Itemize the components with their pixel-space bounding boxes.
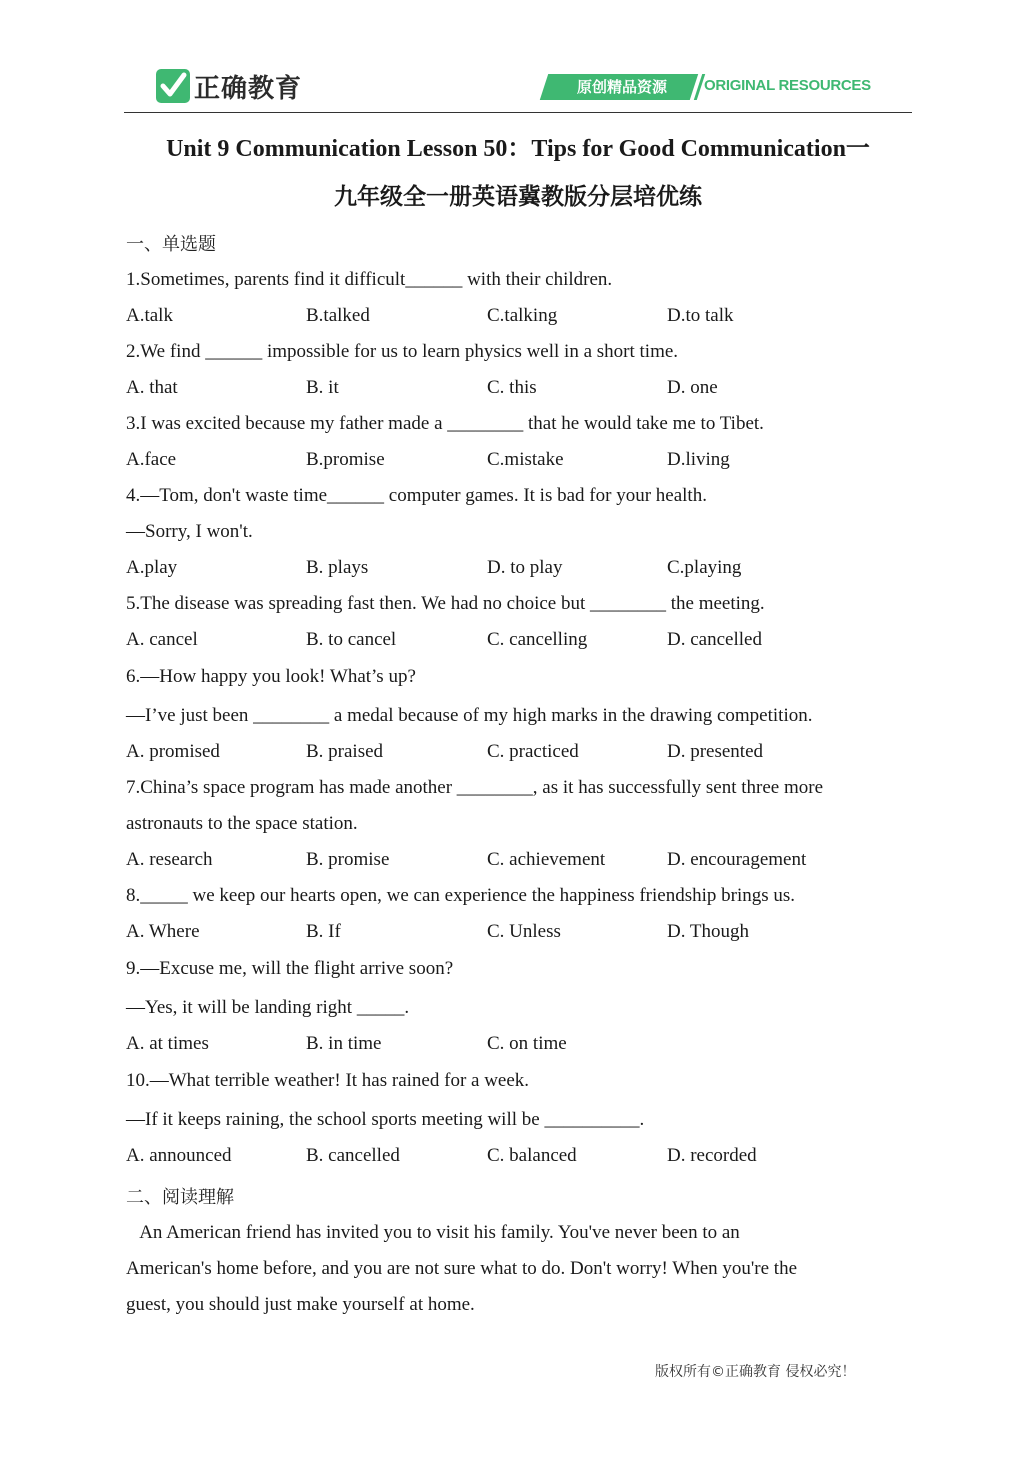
question-stem-reply: —I’ve just been ________ a medal because of my high marks in the drawing competition. bbox=[126, 705, 813, 726]
checkmark-icon bbox=[156, 69, 190, 103]
question-stem: 5.The disease was spreading fast then. We had no choice but ________ the meeting. bbox=[126, 593, 765, 614]
question-options bbox=[126, 628, 906, 652]
question-options bbox=[126, 304, 906, 328]
option-c: C.playing bbox=[667, 557, 742, 578]
option-c: C. cancelling bbox=[487, 629, 588, 650]
question-options bbox=[126, 740, 906, 764]
option-d: D. recorded bbox=[667, 1145, 757, 1166]
option-a: A. that bbox=[126, 377, 178, 398]
question-options bbox=[126, 920, 906, 944]
option-b: B. promise bbox=[306, 849, 390, 870]
option-c: C. Unless bbox=[487, 921, 561, 942]
section-heading-reading: 二、阅读理解 bbox=[126, 1187, 234, 1208]
option-a: A. Where bbox=[126, 921, 200, 942]
question-options bbox=[126, 448, 906, 472]
option-d: D. encouragement bbox=[667, 849, 807, 870]
question-stem: 3.I was excited because my father made a ________ that he would take me to Tibet. bbox=[126, 413, 764, 434]
logo-text: 正确教育 bbox=[194, 73, 303, 104]
option-a: A. cancel bbox=[126, 629, 198, 650]
question-stem-continued: astronauts to the space station. bbox=[126, 813, 358, 834]
question-options bbox=[126, 556, 906, 580]
option-c: C.mistake bbox=[487, 449, 564, 470]
question-options bbox=[126, 848, 906, 872]
question-options bbox=[126, 1032, 906, 1056]
document-title: Unit 9 Communication Lesson 50：Tips for Good Communication一 bbox=[166, 136, 870, 162]
option-b: B. it bbox=[306, 377, 339, 398]
page-header bbox=[124, 62, 912, 112]
option-c: C. achievement bbox=[487, 849, 606, 870]
option-b: B.talked bbox=[306, 305, 370, 326]
option-d: D. Though bbox=[667, 921, 749, 942]
option-c: C. balanced bbox=[487, 1145, 577, 1166]
brand-logo bbox=[156, 68, 302, 104]
badge-cn-text: 原创精品资源 bbox=[576, 78, 667, 96]
question-stem: 10.—What terrible weather! It has rained for a week. bbox=[126, 1070, 530, 1091]
question-stem: 8._____ we keep our hearts open, we can experience the happiness friendship brings us. bbox=[126, 885, 796, 906]
question-stem: 9.—Excuse me, will the flight arrive soon? bbox=[126, 958, 454, 979]
question-stem: 6.—How happy you look! What’s up? bbox=[126, 666, 416, 687]
copyright-footer: 版权所有©正确教育 侵权必究！ bbox=[655, 1364, 856, 1380]
option-b: B. in time bbox=[306, 1033, 382, 1054]
option-b: B. plays bbox=[306, 557, 369, 578]
option-c: C.talking bbox=[487, 305, 558, 326]
question-stem: 7.China’s space program has made another ________, as it has successfully sent three more bbox=[126, 777, 824, 798]
option-a: A.play bbox=[126, 557, 178, 578]
option-d: D. cancelled bbox=[667, 629, 762, 650]
question-stem: 2.We find ______ impossible for us to learn physics well in a short time. bbox=[126, 341, 679, 362]
option-a: A. promised bbox=[126, 741, 220, 762]
option-d: D.to talk bbox=[667, 305, 734, 326]
option-c: C. practiced bbox=[487, 741, 579, 762]
question-stem-reply: —Yes, it will be landing right _____. bbox=[126, 997, 410, 1018]
document-subtitle: 九年级全一册英语冀教版分层培优练 bbox=[334, 183, 702, 210]
reading-passage-line: American's home before, and you are not sure what to do. Don't worry! When you're the bbox=[126, 1258, 798, 1279]
option-a: A.talk bbox=[126, 305, 173, 326]
question-stem: 4.—Tom, don't waste time______ computer games. It is bad for your health. bbox=[126, 485, 707, 506]
reading-passage-line: An American friend has invited you to visit his family. You've never been to an bbox=[126, 1222, 740, 1243]
option-a: A. at times bbox=[126, 1033, 209, 1054]
option-c: C. on time bbox=[487, 1033, 567, 1054]
option-b: B. praised bbox=[306, 741, 384, 762]
option-a: A. announced bbox=[126, 1145, 232, 1166]
reading-passage-line: guest, you should just make yourself at home. bbox=[126, 1294, 475, 1315]
option-c: C. this bbox=[487, 377, 537, 398]
question-stem-reply: —Sorry, I won't. bbox=[126, 521, 253, 542]
question-options bbox=[126, 376, 906, 400]
header-divider bbox=[124, 112, 912, 113]
option-b: B. to cancel bbox=[306, 629, 397, 650]
question-stem: 1.Sometimes, parents find it difficult______ with their children. bbox=[126, 269, 613, 290]
option-d: D. one bbox=[667, 377, 718, 398]
badge-en-text: ORIGINAL RESOURCES bbox=[704, 77, 871, 94]
option-d: D. presented bbox=[667, 741, 764, 762]
section-heading-single-choice: 一、单选题 bbox=[126, 234, 216, 255]
option-b: B. cancelled bbox=[306, 1145, 400, 1166]
option-a: A. research bbox=[126, 849, 213, 870]
option-d: D.living bbox=[667, 449, 730, 470]
option-b: B.promise bbox=[306, 449, 385, 470]
question-stem-reply: —If it keeps raining, the school sports meeting will be __________. bbox=[126, 1109, 645, 1130]
question-options bbox=[126, 1144, 906, 1168]
option-b: B. If bbox=[306, 921, 341, 942]
option-a: A.face bbox=[126, 449, 177, 470]
option-d: D. to play bbox=[487, 557, 563, 578]
